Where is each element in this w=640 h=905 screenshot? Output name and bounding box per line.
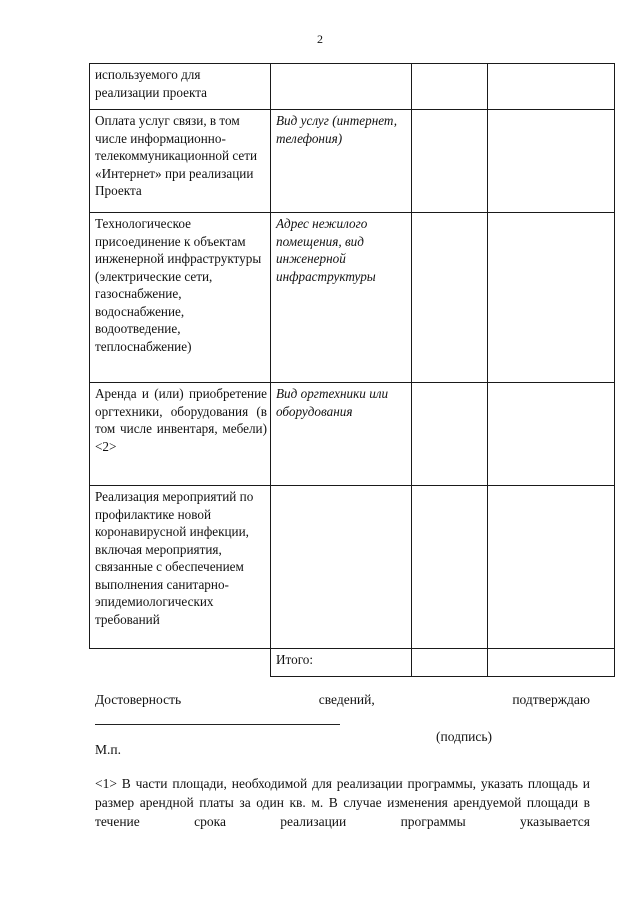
detail-cell: Вид оргтехники или оборудования: [271, 383, 412, 486]
expense-cell: используемого для реализации проекта: [90, 64, 271, 110]
amount-cell: [488, 110, 615, 213]
table-row: [90, 486, 615, 649]
amount-cell: [412, 213, 488, 383]
footnote: <1> В части площади, необходимой для реализации программы, указать площадь и размер арендной платы за один кв. м. В случае изменения арендуемой площади в течение срока реализации программы указывается: [95, 776, 590, 829]
table-row: [90, 110, 615, 213]
amount-cell: [412, 383, 488, 486]
detail-cell: Адрес нежилого помещения, вид инженерной инфраструктуры: [271, 213, 412, 383]
detail-cell: Вид услуг (интернет, телефония): [271, 110, 412, 213]
amount-cell: [412, 486, 488, 649]
signature-line: [95, 724, 340, 725]
total-amount-cell: [412, 649, 488, 677]
expense-table: [89, 63, 615, 677]
expense-cell: Технологическое присоединение к объектам инженерной инфраструктуры (электрические сети, газоснабжение, водоснабжение, водоотведение, теплоснабжение): [90, 213, 271, 383]
detail-cell: [271, 64, 412, 110]
amount-cell: [488, 64, 615, 110]
amount-cell: [412, 64, 488, 110]
amount-cell: [488, 486, 615, 649]
expense-cell: Оплата услуг связи, в том числе информационно-телекоммуникационной сети «Интернет» при реализации Проекта: [90, 110, 271, 213]
seal-mark: М.п.: [95, 742, 121, 757]
amount-cell: [488, 213, 615, 383]
page-number: 2: [317, 32, 323, 46]
empty-cell: [90, 649, 271, 677]
expense-cell: Реализация мероприятий по профилактике новой коронавирусной инфекции, включая мероприятия, связанные с обеспечением выполнения санитарно-эпидемиологических требований: [90, 486, 271, 649]
confirmation-word: сведений,: [318, 692, 375, 707]
confirmation-word: Достоверность: [95, 692, 182, 707]
total-amount-cell: [488, 649, 615, 677]
expense-cell: Аренда и (или) приобретение оргтехники, оборудования (в том числе инвентаря, мебели) <2>: [90, 383, 271, 486]
table-row: [90, 213, 615, 383]
total-row: [90, 649, 615, 677]
amount-cell: [412, 110, 488, 213]
total-label: Итого:: [271, 649, 412, 677]
detail-cell: [271, 486, 412, 649]
table-row: [90, 383, 615, 486]
confirmation-word: подтверждаю: [512, 692, 590, 707]
confirmation-line: [95, 692, 590, 708]
signature-caption: (подпись): [436, 729, 493, 744]
amount-cell: [488, 383, 615, 486]
table-row: [90, 64, 615, 110]
